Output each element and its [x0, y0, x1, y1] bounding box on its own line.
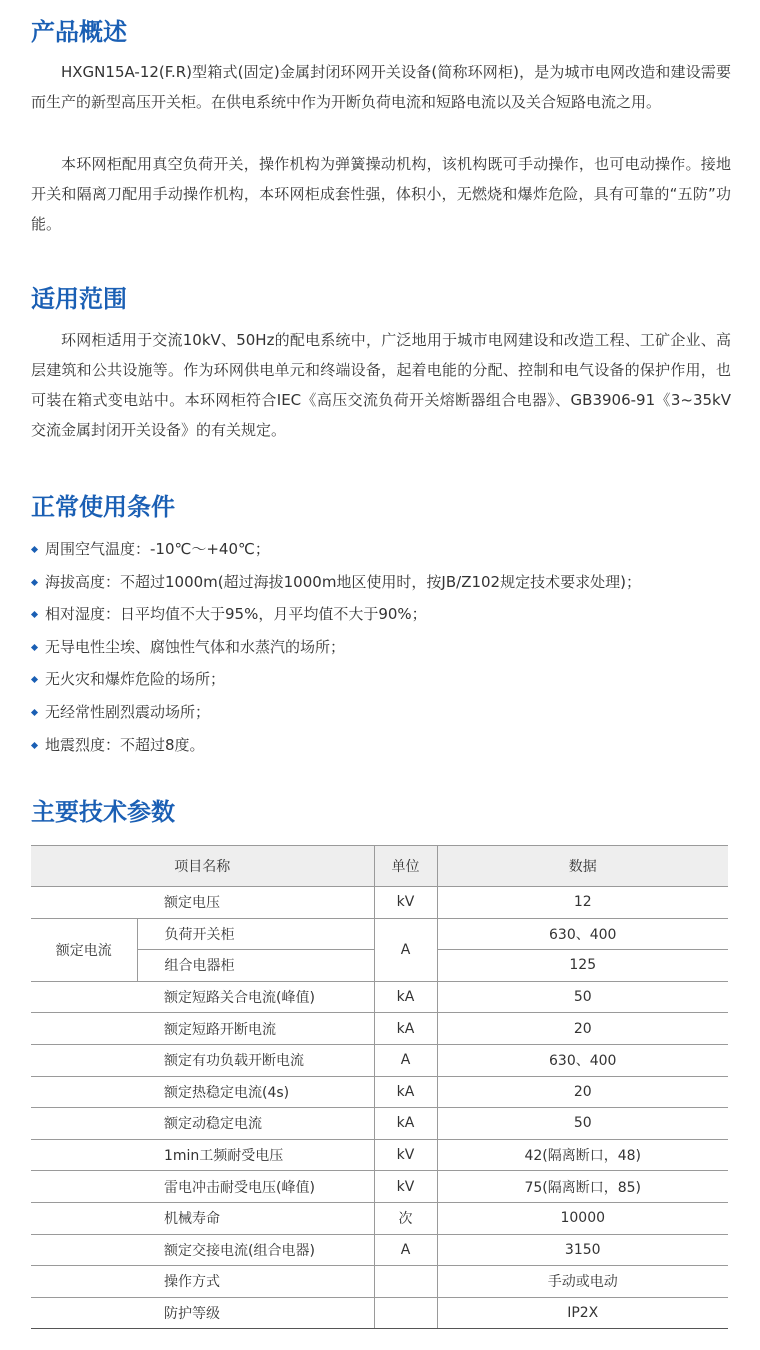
- table-row: [31, 1171, 728, 1203]
- overview-paragraph-2: 本环网柜配用真空负荷开关，操作机构为弹簧操动机构，该机构既可手动操作，也可电动操作。接地开关和隔离刀配用手动操作机构，本环网柜成套性强，体积小，无燃烧和爆炸危险，具有可靠的“五防”功能。: [31, 155, 731, 233]
- row-name: 组合电器柜: [137, 950, 374, 982]
- table-row: [31, 1108, 728, 1140]
- table-row: [31, 1297, 728, 1329]
- section-title-params: 主要技术参数: [31, 798, 175, 826]
- row-name: 机械寿命: [31, 1202, 374, 1234]
- table-row: [31, 1076, 728, 1108]
- row-value: 630、400: [437, 918, 728, 950]
- row-unit: A: [374, 1044, 437, 1076]
- section-title-overview: 产品概述: [31, 18, 127, 46]
- diamond-bullet-icon: [31, 742, 38, 749]
- row-name: 1min工频耐受电压: [31, 1139, 374, 1171]
- row-name: 负荷开关柜: [137, 918, 374, 950]
- row-value: 50: [437, 1108, 728, 1140]
- row-unit: kA: [374, 1108, 437, 1140]
- table-row: [31, 1044, 728, 1076]
- row-name: 额定热稳定电流(4s): [31, 1076, 374, 1108]
- row-unit: kA: [374, 1013, 437, 1045]
- row-name: 操作方式: [31, 1266, 374, 1298]
- row-name: 额定电压: [31, 887, 374, 919]
- row-name: 额定动稳定电流: [31, 1108, 374, 1140]
- list-item: 地震烈度：不超过8度。: [31, 729, 641, 762]
- diamond-bullet-icon: [31, 644, 38, 651]
- row-unit: kA: [374, 981, 437, 1013]
- header-unit: 单位: [374, 846, 437, 887]
- section-title-conditions: 正常使用条件: [31, 493, 175, 521]
- table-row: [31, 1202, 728, 1234]
- section-title-scope: 适用范围: [31, 285, 127, 313]
- list-item: 无经常性剧烈震动场所；: [31, 696, 641, 729]
- params-table: [31, 845, 728, 1329]
- table-row: [31, 1139, 728, 1171]
- row-value: 630、400: [437, 1044, 728, 1076]
- row-value: 手动或电动: [437, 1266, 728, 1298]
- diamond-bullet-icon: [31, 611, 38, 618]
- row-unit: A: [374, 1234, 437, 1266]
- list-item: 周围空气温度：-10℃～+40℃；: [31, 533, 641, 566]
- table-row: [31, 887, 728, 919]
- diamond-bullet-icon: [31, 546, 38, 553]
- row-value: 42(隔离断口，48): [437, 1139, 728, 1171]
- row-name: 防护等级: [31, 1297, 374, 1329]
- list-item: 无导电性尘埃、腐蚀性气体和水蒸汽的场所；: [31, 631, 641, 664]
- row-value: 75(隔离断口，85): [437, 1171, 728, 1203]
- row-unit: [374, 1266, 437, 1298]
- row-value: 20: [437, 1076, 728, 1108]
- table-row: [31, 981, 728, 1013]
- rated-current-group: 额定电流: [31, 918, 137, 981]
- row-unit: [374, 1297, 437, 1329]
- row-value: 10000: [437, 1202, 728, 1234]
- row-name: 额定交接电流(组合电器): [31, 1234, 374, 1266]
- row-unit: kV: [374, 887, 437, 919]
- row-unit: kV: [374, 1139, 437, 1171]
- row-name: 额定有功负载开断电流: [31, 1044, 374, 1076]
- diamond-bullet-icon: [31, 676, 38, 683]
- list-item: 无火灾和爆炸危险的场所；: [31, 663, 641, 696]
- row-unit: A: [374, 918, 437, 981]
- row-value: 12: [437, 887, 728, 919]
- diamond-bullet-icon: [31, 579, 38, 586]
- table-header-row: [31, 846, 728, 887]
- row-value: IP2X: [437, 1297, 728, 1329]
- row-name: 额定短路开断电流: [31, 1013, 374, 1045]
- row-value: 3150: [437, 1234, 728, 1266]
- row-value: 125: [437, 950, 728, 982]
- row-unit: kA: [374, 1076, 437, 1108]
- table-row: [31, 1013, 728, 1045]
- row-value: 50: [437, 981, 728, 1013]
- list-item: 海拔高度：不超过1000m(超过海拔1000m地区使用时，按JB/Z102规定技术要求处理)；: [31, 566, 641, 599]
- overview-paragraph-1: HXGN15A-12(F.R)型箱式(固定)金属封闭环网开关设备(简称环网柜)，是为城市电网改造和建设需要而生产的新型高压开关柜。在供电系统中作为开断负荷电流和短路电流以及关合短路电流之用。: [31, 63, 731, 111]
- list-item: 相对湿度：日平均值不大于95%，月平均值不大于90%；: [31, 598, 641, 631]
- table-row: [31, 1234, 728, 1266]
- row-name: 额定短路关合电流(峰值): [31, 981, 374, 1013]
- scope-paragraph: 环网柜适用于交流10kV、50Hz的配电系统中，广泛地用于城市电网建设和改造工程、工矿企业、高层建筑和公共设施等。作为环网供电单元和终端设备，起着电能的分配、控制和电气设备的保护作用，也可装在箱式变电站中。本环网柜符合IEC《高压交流负荷开关熔断器组合电器》、GB3906-91《3~35kV交流金属封闭开关设备》的有关规定。: [31, 331, 731, 439]
- header-name: 项目名称: [31, 846, 374, 887]
- row-name: 雷电冲击耐受电压(峰值): [31, 1171, 374, 1203]
- table-row: [31, 918, 728, 950]
- row-value: 20: [437, 1013, 728, 1045]
- row-unit: kV: [374, 1171, 437, 1203]
- row-unit: 次: [374, 1202, 437, 1234]
- table-row: [31, 1266, 728, 1298]
- conditions-list: [31, 533, 641, 761]
- header-value: 数据: [437, 846, 728, 887]
- diamond-bullet-icon: [31, 709, 38, 716]
